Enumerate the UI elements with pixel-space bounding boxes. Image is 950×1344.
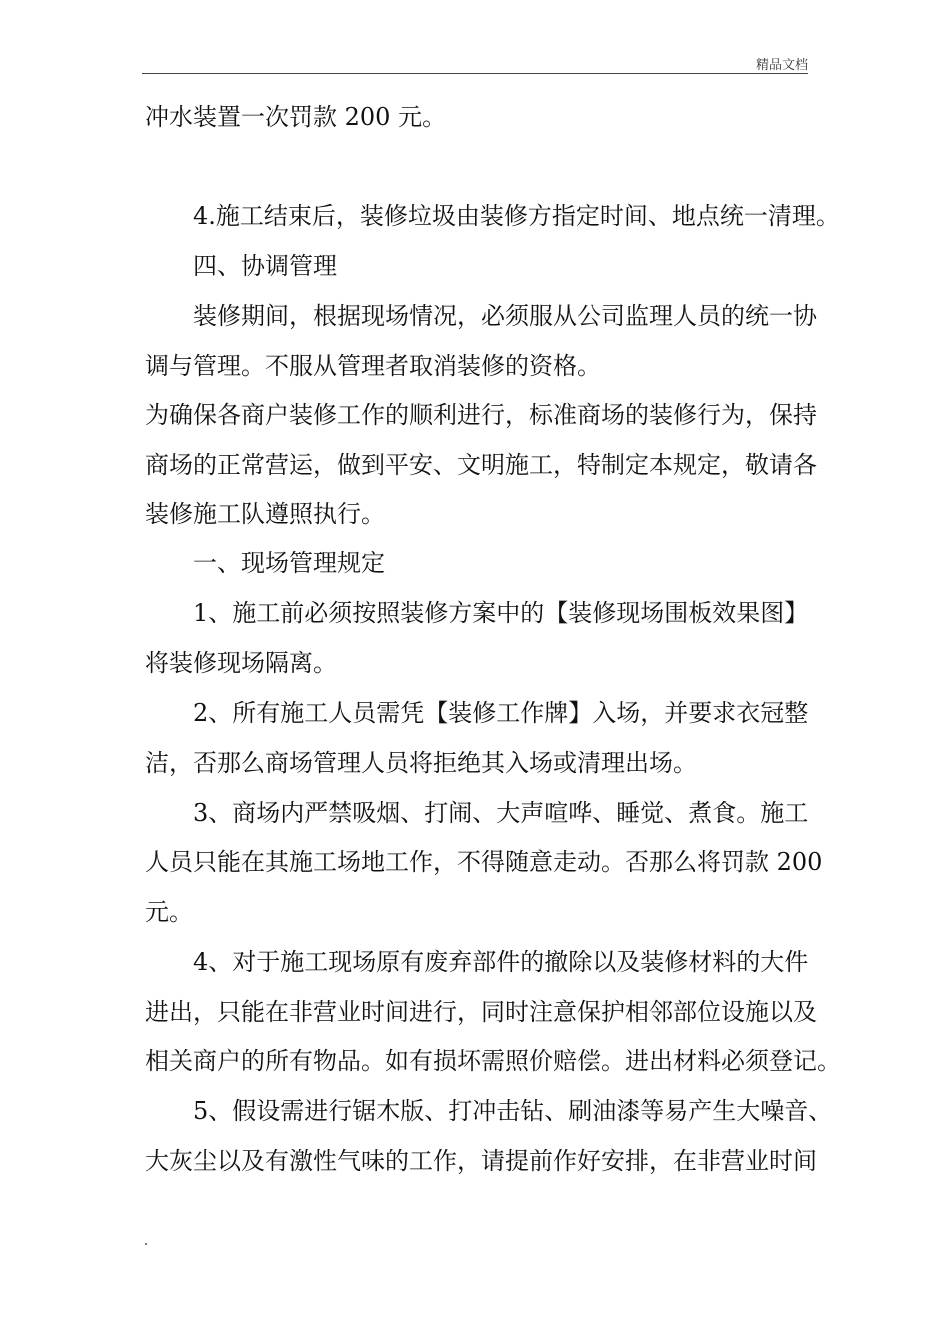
text-line: 装修施工队遵照执行。 <box>145 500 385 528</box>
text-line: 4、对于施工现场原有废弃部件的撤除以及装修材料的大件 <box>193 948 809 976</box>
text-line: 人员只能在其施工场地工作，不得随意走动。否那么将罚款 200 <box>145 848 823 876</box>
header-rule <box>142 73 808 74</box>
text-line: 3、商场内严禁吸烟、打闹、大声喧哗、睡觉、煮食。施工 <box>193 799 809 827</box>
text-line: 5、假设需进行锯木版、打冲击钻、刷油漆等易产生大噪音、 <box>193 1097 833 1125</box>
section-heading: 四、协调管理 <box>193 252 337 280</box>
text-line: 为确保各商户装修工作的顺利进行，标准商场的装修行为，保持 <box>145 401 817 429</box>
text-line: 装修期间，根据现场情况，必须服从公司监理人员的统一协 <box>193 302 817 330</box>
text-line: 商场的正常营运，做到平安、文明施工，特制定本规定，敬请各 <box>145 451 817 479</box>
header-tag: 精品文档 <box>755 58 808 73</box>
footer-dot <box>145 1243 147 1245</box>
text-line: 4.施工结束后，装修垃圾由装修方指定时间、地点统一清理。 <box>193 202 840 230</box>
section-heading: 一、现场管理规定 <box>193 549 385 577</box>
text-line: 洁，否那么商场管理人员将拒绝其入场或清理出场。 <box>145 749 697 777</box>
text-line: 2、所有施工人员需凭【装修工作牌】入场，并要求衣冠整 <box>193 699 809 727</box>
text-line: 相关商户的所有物品。如有损坏需照价赔偿。进出材料必须登记。 <box>145 1047 841 1075</box>
text-line: 将装修现场隔离。 <box>145 649 337 677</box>
text-line: 元。 <box>145 898 193 926</box>
text-line: 1、施工前必须按照装修方案中的【装修现场围板效果图】 <box>193 599 809 627</box>
text-line: 调与管理。不服从管理者取消装修的资格。 <box>145 352 601 380</box>
text-line: 进出，只能在非营业时间进行，同时注意保护相邻部位设施以及 <box>145 998 817 1026</box>
text-line: 大灰尘以及有激性气味的工作，请提前作好安排，在非营业时间 <box>145 1147 817 1175</box>
text-line: 冲水装置一次罚款 200 元。 <box>145 103 447 131</box>
